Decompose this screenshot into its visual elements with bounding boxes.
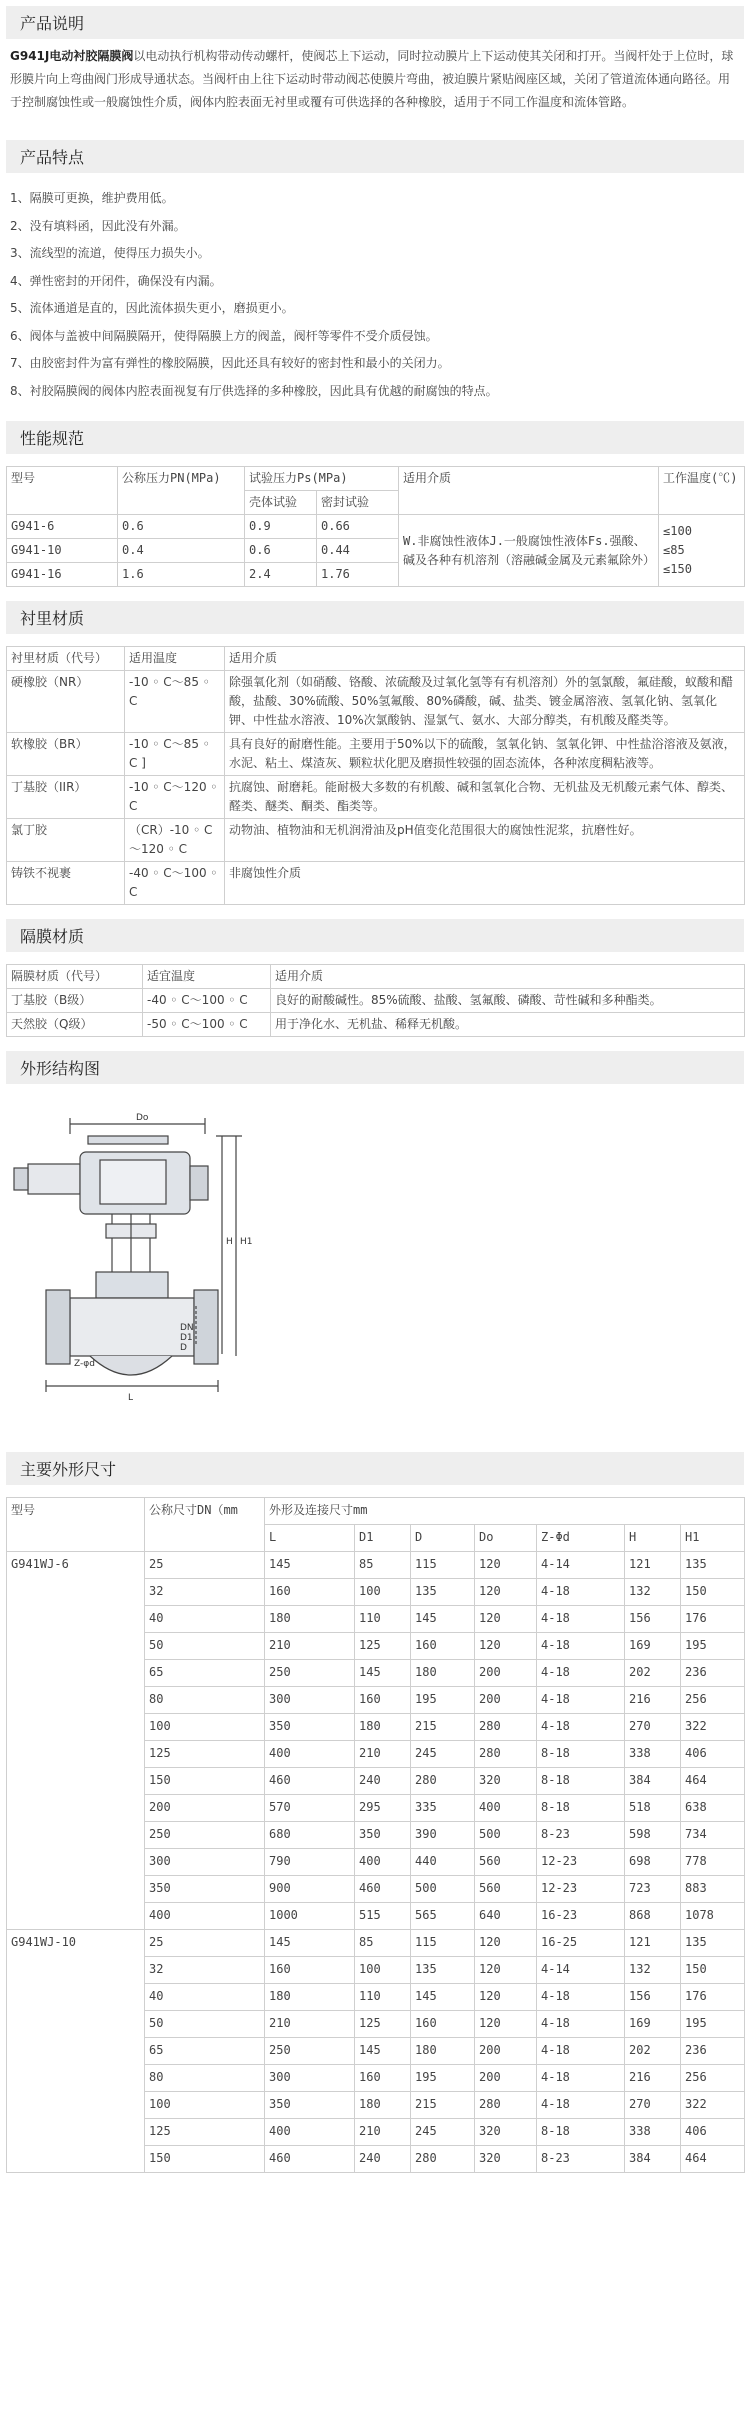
feature-item: 1、隔膜可更换，维护费用低。 (10, 191, 174, 205)
header-material: 隔膜材质（代号） (7, 965, 143, 989)
cell: 180 (265, 1984, 355, 2011)
cell: 180 (411, 1660, 475, 1687)
cell: 723 (625, 1876, 681, 1903)
cell: 160 (411, 1633, 475, 1660)
cell: 400 (265, 1741, 355, 1768)
label-D: D (180, 1343, 187, 1353)
cell: 145 (355, 2038, 411, 2065)
intro-body: 以电动执行机构带动传动螺杆，使阀芯上下运动，同时拉动膜片上下运动使其关闭和打开。当阀杆处于上位时，球形膜片向上弯曲阀门形成导通状态。当阀杆由上往下运动时带动阀芯使膜片弯曲，被迫膜片紧贴阀座区域，关闭了管道流体通向路径。用于控制腐蚀性或一般腐蚀性介质，阀体内腔表面无衬里或覆有可供选择的各种橡胶，适用于不同工作温度和流体管路。 (10, 49, 734, 109)
table-row (7, 989, 745, 1013)
temp-value: ≤100 (663, 524, 692, 538)
cell: 236 (681, 2038, 745, 2065)
cell: 256 (681, 1687, 745, 1714)
label-L: L (128, 1393, 134, 1403)
cell: 200 (475, 2065, 537, 2092)
header-medium: 适用介质 (271, 965, 745, 989)
cell: 4-18 (537, 1714, 625, 1741)
label-Do: Do (136, 1113, 149, 1123)
cell: 4-18 (537, 1633, 625, 1660)
cell: 176 (681, 1984, 745, 2011)
medium-cell: W.非腐蚀性液体J.一般腐蚀性液体Fs.强酸、碱及各种有机溶剂（溶融碱金属及元素氟除外） (399, 515, 659, 587)
cell: 115 (411, 1552, 475, 1579)
header-shell-test: 壳体试验 (245, 491, 317, 515)
cell: 210 (355, 2119, 411, 2146)
product-name: G941J电动衬胶隔膜阀 (10, 49, 134, 63)
cell: 200 (475, 1687, 537, 1714)
cell: -50 ◦ C～100 ◦ C (143, 1013, 271, 1037)
cell: 500 (411, 1876, 475, 1903)
cell: 338 (625, 2119, 681, 2146)
cell: -40 ◦ C～100 ◦ C (125, 862, 225, 905)
cell: 280 (475, 1741, 537, 1768)
cell: 32 (145, 1957, 265, 1984)
cell: 25 (145, 1552, 265, 1579)
cell: 0.4 (118, 539, 245, 563)
cell: 4-18 (537, 2011, 625, 2038)
section-title-structure: 外形结构图 (6, 1051, 744, 1084)
cell: 4-18 (537, 2065, 625, 2092)
header-col: D1 (355, 1525, 411, 1552)
header-col: H (625, 1525, 681, 1552)
cell: 300 (265, 1687, 355, 1714)
cell: 195 (411, 1687, 475, 1714)
cell: 4-18 (537, 1660, 625, 1687)
cell: 560 (475, 1876, 537, 1903)
cell: 145 (411, 1606, 475, 1633)
cell: 500 (475, 1822, 537, 1849)
cell: 460 (355, 1876, 411, 1903)
feature-item: 7、由胶密封件为富有弹性的橡胶隔膜，因此还具有较好的密封性和最小的关闭力。 (10, 356, 450, 370)
header-medium: 适用介质 (399, 467, 659, 515)
cell: 868 (625, 1903, 681, 1930)
header-temperature: 适用温度 (125, 647, 225, 671)
cell: 464 (681, 1768, 745, 1795)
cell: 320 (475, 2146, 537, 2173)
cell: 280 (411, 1768, 475, 1795)
cell: 400 (355, 1849, 411, 1876)
cell: 150 (145, 2146, 265, 2173)
cell: 350 (265, 2092, 355, 2119)
cell: 195 (681, 1633, 745, 1660)
cell: 动物油、植物油和无机润滑油及pH值变化范围很大的腐蚀性泥浆，抗磨性好。 (225, 819, 745, 862)
cell: 85 (355, 1930, 411, 1957)
cell: 丁基胶（IIR） (7, 776, 125, 819)
cell: 734 (681, 1822, 745, 1849)
cell: 180 (355, 2092, 411, 2119)
dimensions-table (6, 1497, 745, 2173)
header-medium: 适用介质 (225, 647, 745, 671)
cell: 464 (681, 2146, 745, 2173)
cell: 0.9 (245, 515, 317, 539)
cell: 100 (355, 1579, 411, 1606)
cell: 200 (475, 1660, 537, 1687)
cell: 50 (145, 2011, 265, 2038)
valve-structure-diagram (0, 1094, 750, 1434)
table-row (7, 776, 745, 819)
cell: 384 (625, 1768, 681, 1795)
cell: 125 (355, 1633, 411, 1660)
cell: 215 (411, 1714, 475, 1741)
feature-item: 2、没有填料函，因此没有外漏。 (10, 218, 186, 233)
cell: 2.4 (245, 563, 317, 587)
label-D1: D1 (180, 1333, 193, 1343)
cell: 570 (265, 1795, 355, 1822)
cell: 4-18 (537, 1579, 625, 1606)
cell: 210 (265, 1633, 355, 1660)
header-temperature: 工作温度(℃) (659, 467, 745, 515)
cell: 硬橡胶（NR） (7, 671, 125, 733)
cell: -40 ◦ C～100 ◦ C (143, 989, 271, 1013)
cell: 280 (475, 1714, 537, 1741)
cell: 160 (411, 2011, 475, 2038)
cell: （CR）-10 ◦ C～120 ◦ C (125, 819, 225, 862)
cell: 4-14 (537, 1552, 625, 1579)
cell: 790 (265, 1849, 355, 1876)
cell: 0.66 (317, 515, 399, 539)
cell: 80 (145, 1687, 265, 1714)
cell: 320 (475, 2119, 537, 2146)
cell: 用于净化水、无机盐、稀释无机酸。 (271, 1013, 745, 1037)
cell: 4-18 (537, 1984, 625, 2011)
cell: 216 (625, 2065, 681, 2092)
cell: 338 (625, 1741, 681, 1768)
cell: 8-23 (537, 2146, 625, 2173)
header-material: 衬里材质（代号） (7, 647, 125, 671)
cell: G941-10 (7, 539, 118, 563)
section-title-diaphragm: 隔膜材质 (6, 919, 744, 952)
cell: 25 (145, 1930, 265, 1957)
cell: 236 (681, 1660, 745, 1687)
cell: 169 (625, 2011, 681, 2038)
cell: 200 (145, 1795, 265, 1822)
cell: 180 (411, 2038, 475, 2065)
cell: 抗腐蚀、耐磨耗。能耐极大多数的有机酸、碱和氢氧化合物、无机盐及无机酸元素气体、醇类、醛类、醚类、酮类、酯类等。 (225, 776, 745, 819)
cell: 150 (681, 1957, 745, 1984)
cell: 1.76 (317, 563, 399, 587)
cell: 900 (265, 1876, 355, 1903)
table-row (7, 733, 745, 776)
cell: 150 (145, 1768, 265, 1795)
cell: 680 (265, 1822, 355, 1849)
label-z-phi-d: Z-φd (74, 1359, 95, 1369)
cell: 0.6 (245, 539, 317, 563)
cell: 4-18 (537, 1687, 625, 1714)
header-model: 型号 (7, 1498, 145, 1552)
cell: 156 (625, 1606, 681, 1633)
header-col: L (265, 1525, 355, 1552)
cell: 350 (145, 1876, 265, 1903)
cell: 640 (475, 1903, 537, 1930)
cell: 120 (475, 1957, 537, 1984)
header-col: D (411, 1525, 475, 1552)
header-temperature: 适宜温度 (143, 965, 271, 989)
cell: 778 (681, 1849, 745, 1876)
feature-item: 4、弹性密封的开闭件，确保没有内漏。 (10, 273, 222, 288)
header-col: Do (475, 1525, 537, 1552)
features-list (0, 173, 750, 409)
cell: 8-18 (537, 1795, 625, 1822)
cell: -10 ◦ C～120 ◦ C (125, 776, 225, 819)
cell: 50 (145, 1633, 265, 1660)
header-col: Z-Φd (537, 1525, 625, 1552)
cell: 120 (475, 1552, 537, 1579)
cell: 40 (145, 1606, 265, 1633)
table-header-row (7, 965, 745, 989)
cell: 300 (145, 1849, 265, 1876)
cell: 12-23 (537, 1876, 625, 1903)
cell: 160 (355, 1687, 411, 1714)
cell: 156 (625, 1984, 681, 2011)
feature-item: 6、阀体与盖被中间隔膜隔开，使得隔膜上方的阀盖，阀杆等零件不受介质侵蚀。 (10, 328, 438, 343)
cell: 110 (355, 1606, 411, 1633)
cell: 天然胶（Q级） (7, 1013, 143, 1037)
cell: 250 (265, 1660, 355, 1687)
cell: 322 (681, 2092, 745, 2119)
cell: 322 (681, 1714, 745, 1741)
cell: 125 (145, 1741, 265, 1768)
cell: 0.6 (118, 515, 245, 539)
cell: 12-23 (537, 1849, 625, 1876)
cell: 65 (145, 2038, 265, 2065)
cell: 245 (411, 1741, 475, 1768)
cell: 169 (625, 1633, 681, 1660)
header-dn: 公称尺寸DN（mm (145, 1498, 265, 1552)
cell: 200 (475, 2038, 537, 2065)
diaphragm-table (6, 964, 745, 1037)
section-title-lining: 衬里材质 (6, 601, 744, 634)
cell: 110 (355, 1984, 411, 2011)
cell: 400 (475, 1795, 537, 1822)
lining-table (6, 646, 745, 905)
table-row (7, 862, 745, 905)
cell: 250 (265, 2038, 355, 2065)
cell: 240 (355, 2146, 411, 2173)
cell: 145 (411, 1984, 475, 2011)
cell: 80 (145, 2065, 265, 2092)
section-title-features: 产品特点 (6, 140, 744, 173)
cell: 8-18 (537, 1768, 625, 1795)
cell: 132 (625, 1957, 681, 1984)
cell: 135 (681, 1552, 745, 1579)
cell: 丁基胶（B级） (7, 989, 143, 1013)
table-row (7, 819, 745, 862)
cell: 8-23 (537, 1822, 625, 1849)
cell: 100 (145, 2092, 265, 2119)
cell: 120 (475, 1606, 537, 1633)
cell: 32 (145, 1579, 265, 1606)
cell: 390 (411, 1822, 475, 1849)
cell: 145 (265, 1930, 355, 1957)
cell: 100 (355, 1957, 411, 1984)
cell: 300 (265, 2065, 355, 2092)
cell: 121 (625, 1552, 681, 1579)
cell: 160 (355, 2065, 411, 2092)
cell: 8-18 (537, 2119, 625, 2146)
cell: 非腐蚀性介质 (225, 862, 745, 905)
model-cell: G941WJ-6 (7, 1552, 145, 1930)
cell: 4-14 (537, 1957, 625, 1984)
header-test-pressure: 试验压力Ps(MPa) (245, 467, 399, 491)
feature-item: 8、衬胶隔膜阀的阀体内腔表面视复有厅供选择的多种橡胶，因此具有优越的耐腐蚀的特点。 (10, 383, 498, 398)
header-nominal-pressure: 公称压力PN(MPa) (118, 467, 245, 515)
cell: 100 (145, 1714, 265, 1741)
cell: 16-23 (537, 1903, 625, 1930)
cell: 202 (625, 1660, 681, 1687)
cell: 4-18 (537, 2092, 625, 2119)
cell: 400 (265, 2119, 355, 2146)
cell: 384 (625, 2146, 681, 2173)
cell: G941-16 (7, 563, 118, 587)
cell: 4-18 (537, 1606, 625, 1633)
cell: -10 ◦ C～85 ◦ C ] (125, 733, 225, 776)
cell: 1.6 (118, 563, 245, 587)
cell: 560 (475, 1849, 537, 1876)
cell: 180 (265, 1606, 355, 1633)
cell: 8-18 (537, 1741, 625, 1768)
cell: 180 (355, 1714, 411, 1741)
cell: 65 (145, 1660, 265, 1687)
cell: 120 (475, 1984, 537, 2011)
cell: 280 (475, 2092, 537, 2119)
section-title-performance: 性能规范 (6, 421, 744, 454)
cell: 565 (411, 1903, 475, 1930)
cell: 铸铁不视裹 (7, 862, 125, 905)
section-title-dimensions: 主要外形尺寸 (6, 1452, 744, 1485)
cell: -10 ◦ C～85 ◦ C (125, 671, 225, 733)
feature-item: 5、流体通道是直的，因此流体损失更小，磨损更小。 (10, 301, 294, 315)
cell: 210 (355, 1741, 411, 1768)
cell: 132 (625, 1579, 681, 1606)
cell: 160 (265, 1579, 355, 1606)
feature-item: 3、流线型的流道，使得压力损失小。 (10, 246, 210, 260)
cell: 515 (355, 1903, 411, 1930)
cell: 120 (475, 1930, 537, 1957)
cell: 270 (625, 2092, 681, 2119)
cell: 150 (681, 1579, 745, 1606)
cell: 氯丁胶 (7, 819, 125, 862)
cell: 121 (625, 1930, 681, 1957)
temp-value: ≤85 (663, 543, 685, 557)
cell: 406 (681, 2119, 745, 2146)
cell: 145 (265, 1552, 355, 1579)
valve-drawing (0, 1094, 750, 1434)
intro-text (0, 39, 750, 120)
cell: 1078 (681, 1903, 745, 1930)
cell: 256 (681, 2065, 745, 2092)
model-cell: G941WJ-10 (7, 1930, 145, 2173)
cell: 460 (265, 2146, 355, 2173)
performance-table (6, 466, 745, 587)
table-row (7, 671, 745, 733)
cell: 125 (355, 2011, 411, 2038)
cell: 145 (355, 1660, 411, 1687)
header-model: 型号 (7, 467, 118, 515)
cell: 350 (265, 1714, 355, 1741)
label-H: H (226, 1237, 233, 1247)
cell: 270 (625, 1714, 681, 1741)
cell: 250 (145, 1822, 265, 1849)
cell: G941-6 (7, 515, 118, 539)
cell: 295 (355, 1795, 411, 1822)
cell: 176 (681, 1606, 745, 1633)
label-H1: H1 (240, 1237, 253, 1247)
cell: 460 (265, 1768, 355, 1795)
temp-value: ≤150 (663, 562, 692, 576)
cell: 40 (145, 1984, 265, 2011)
table-row (7, 1552, 745, 1579)
cell: 160 (265, 1957, 355, 1984)
cell: 120 (475, 1579, 537, 1606)
header-dimensions-group: 外形及连接尺寸mm (265, 1498, 745, 1525)
cell: 良好的耐酸碱性。85%硫酸、盐酸、氢氟酸、磷酸、苛性碱和多种酯类。 (271, 989, 745, 1013)
cell: 210 (265, 2011, 355, 2038)
header-col: H1 (681, 1525, 745, 1552)
cell: 135 (681, 1930, 745, 1957)
cell: 883 (681, 1876, 745, 1903)
cell: 195 (681, 2011, 745, 2038)
cell: 518 (625, 1795, 681, 1822)
cell: 120 (475, 1633, 537, 1660)
cell: 202 (625, 2038, 681, 2065)
cell: 245 (411, 2119, 475, 2146)
cell: 698 (625, 1849, 681, 1876)
temperature-cell (659, 515, 745, 587)
cell: 215 (411, 2092, 475, 2119)
cell: 240 (355, 1768, 411, 1795)
cell: 具有良好的耐磨性能。主要用于50%以下的硫酸，氢氧化钠、氢氧化钾、中性盐浴溶液及氨液，水泥、粘土、煤渣灰、颗粒状化肥及磨损性较强的固态流体，各种浓度稠粘液等。 (225, 733, 745, 776)
cell: 软橡胶（BR） (7, 733, 125, 776)
cell: 135 (411, 1579, 475, 1606)
cell: 335 (411, 1795, 475, 1822)
cell: 638 (681, 1795, 745, 1822)
header-seal-test: 密封试验 (317, 491, 399, 515)
cell: 400 (145, 1903, 265, 1930)
cell: 120 (475, 2011, 537, 2038)
cell: 85 (355, 1552, 411, 1579)
table-header-row (7, 647, 745, 671)
cell: 16-25 (537, 1930, 625, 1957)
cell: 598 (625, 1822, 681, 1849)
table-row (7, 1930, 745, 1957)
table-row (7, 515, 745, 539)
cell: 280 (411, 2146, 475, 2173)
cell: 440 (411, 1849, 475, 1876)
table-row (7, 1013, 745, 1037)
cell: 195 (411, 2065, 475, 2092)
cell: 1000 (265, 1903, 355, 1930)
cell: 125 (145, 2119, 265, 2146)
cell: 406 (681, 1741, 745, 1768)
cell: 350 (355, 1822, 411, 1849)
cell: 115 (411, 1930, 475, 1957)
cell: 320 (475, 1768, 537, 1795)
cell: 0.44 (317, 539, 399, 563)
section-title-intro: 产品说明 (6, 6, 744, 39)
cell: 135 (411, 1957, 475, 1984)
label-DN: DN (180, 1323, 194, 1333)
cell: 除强氧化剂（如硝酸、铬酸、浓硫酸及过氧化氢等有有机溶剂）外的氢氯酸，氟硅酸，蚁酸和醋酸，盐酸、30%硫酸、50%氢氟酸、80%磷酸，碱、盐类、镀金属溶液、氢氧化钠、氢氧化钾、中性盐水溶液、10%次氯酸钠、湿氯气、氨水、大部分醇类，有机酸及醛类等。 (225, 671, 745, 733)
cell: 216 (625, 1687, 681, 1714)
cell: 4-18 (537, 2038, 625, 2065)
